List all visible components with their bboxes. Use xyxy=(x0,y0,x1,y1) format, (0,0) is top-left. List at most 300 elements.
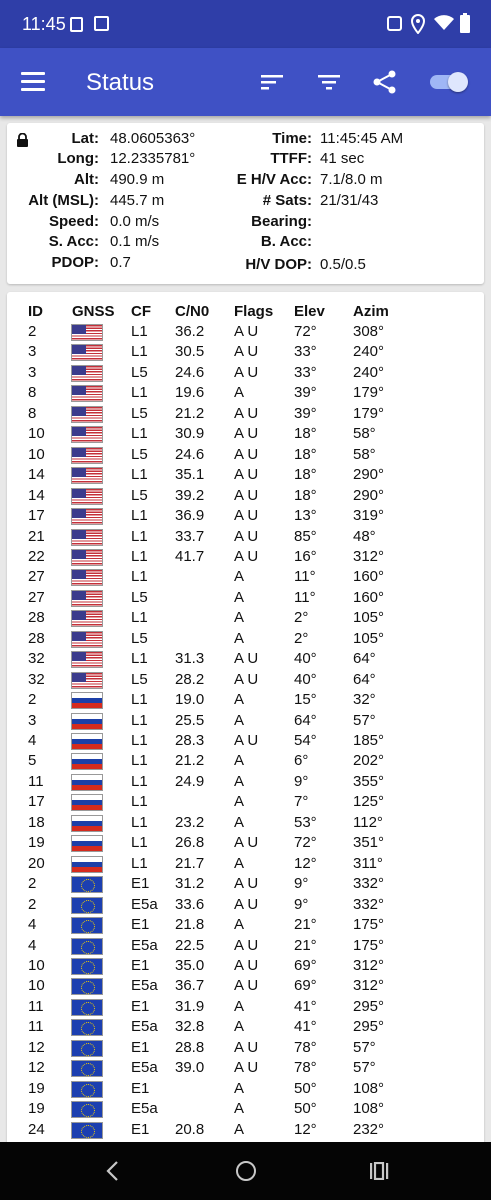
azimuth-value: 240° xyxy=(353,343,385,361)
azimuth-value: 185° xyxy=(353,732,385,749)
flags-value: A U xyxy=(234,507,259,525)
elevation-value: 21° xyxy=(294,916,317,934)
carrier-frequency: L1 xyxy=(131,793,148,811)
carrier-frequency: L5 xyxy=(131,363,148,381)
table-row[interactable] xyxy=(7,1079,484,1099)
azimuth-value: 108° xyxy=(353,1079,385,1097)
field-value: 21/31/43 xyxy=(320,192,379,209)
header-elev: Elev xyxy=(294,303,325,320)
flags-value: A U xyxy=(234,670,259,688)
azimuth-value: 57° xyxy=(353,1038,376,1056)
gnss-flag-ru-icon xyxy=(71,856,103,873)
sat-id: 11 xyxy=(28,1018,44,1036)
gnss-flag-us-icon xyxy=(71,590,103,607)
table-row[interactable] xyxy=(7,670,484,690)
table-row[interactable] xyxy=(7,547,484,567)
gnss-flag-eu-icon xyxy=(71,1081,103,1098)
gnss-flag-ru-icon xyxy=(71,753,103,770)
gnss-flag-us-icon xyxy=(71,672,103,689)
filter-icon[interactable] xyxy=(316,70,342,94)
flags-value: A xyxy=(234,1018,245,1036)
elevation-value: 2° xyxy=(294,629,309,647)
cn0-value: 21.2 xyxy=(175,404,205,422)
carrier-frequency: L1 xyxy=(131,527,148,545)
location-icon xyxy=(411,14,425,34)
azimuth-value: 160° xyxy=(353,568,385,586)
gnss-flag-us-icon xyxy=(71,365,103,382)
carrier-frequency: E5a xyxy=(131,1059,158,1077)
elevation-value: 53° xyxy=(294,813,317,831)
table-row[interactable] xyxy=(7,813,484,833)
field-label: Long: xyxy=(57,150,99,167)
gnss-flag-eu-icon xyxy=(71,938,103,955)
share-icon[interactable] xyxy=(372,70,398,94)
field-label: H/V DOP: xyxy=(245,256,312,273)
gnss-flag-eu-icon xyxy=(71,917,103,934)
sat-id: 28 xyxy=(28,609,45,627)
carrier-frequency: L1 xyxy=(131,568,148,586)
flags-value: A xyxy=(234,916,245,934)
field-value: 12.2335781° xyxy=(110,150,196,167)
elevation-value: 41° xyxy=(294,997,317,1015)
azimuth-value: 58° xyxy=(353,425,376,443)
sat-id: 17 xyxy=(28,507,45,525)
table-row[interactable] xyxy=(7,751,484,771)
cn0-value: 20.8 xyxy=(175,1120,205,1138)
carrier-frequency: L5 xyxy=(131,404,148,422)
azimuth-value: 160° xyxy=(353,588,385,606)
table-row[interactable] xyxy=(7,772,484,792)
table-row[interactable] xyxy=(7,1099,484,1119)
azimuth-value: 312° xyxy=(353,956,385,974)
field-label: # Sats: xyxy=(262,192,312,209)
home-icon[interactable] xyxy=(236,1161,256,1181)
sat-id: 22 xyxy=(28,547,45,565)
elevation-value: 13° xyxy=(294,507,317,525)
toggle-switch[interactable] xyxy=(430,72,468,92)
sat-id: 4 xyxy=(28,732,37,749)
elevation-value: 12° xyxy=(294,854,317,872)
sat-id: 11 xyxy=(28,997,44,1015)
sat-id: 3 xyxy=(28,343,37,361)
elevation-value: 9° xyxy=(294,875,309,893)
elevation-value: 18° xyxy=(294,466,317,484)
elevation-value: 69° xyxy=(294,956,317,974)
table-row[interactable] xyxy=(7,527,484,547)
table-row[interactable] xyxy=(7,506,484,526)
app-toolbar xyxy=(0,48,491,116)
flags-value: A xyxy=(234,813,245,831)
field-value: 7.1/8.0 m xyxy=(320,171,383,188)
carrier-frequency: L1 xyxy=(131,343,148,361)
header-cf: CF xyxy=(131,303,151,320)
carrier-frequency: L5 xyxy=(131,629,148,647)
sat-id: 2 xyxy=(28,895,37,913)
flags-value: A xyxy=(234,1100,245,1118)
carrier-frequency: E5a xyxy=(131,936,158,954)
table-row[interactable] xyxy=(7,424,484,444)
table-row[interactable] xyxy=(7,936,484,956)
flags-value: A U xyxy=(234,834,259,852)
cn0-value: 19.6 xyxy=(175,384,205,402)
cn0-value: 33.6 xyxy=(175,895,205,913)
sat-id: 3 xyxy=(28,711,37,729)
carrier-frequency: E5a xyxy=(131,1100,158,1118)
gnss-flag-us-icon xyxy=(71,529,103,546)
azimuth-value: 290° xyxy=(353,466,385,484)
elevation-value: 39° xyxy=(294,384,317,402)
sat-id: 8 xyxy=(28,404,37,422)
table-row[interactable] xyxy=(7,731,484,751)
field-label: Bearing: xyxy=(251,213,312,230)
field-value: 41 sec xyxy=(320,150,365,167)
sat-id: 19 xyxy=(28,1079,45,1097)
sat-id: 10 xyxy=(28,425,45,443)
table-row[interactable] xyxy=(7,1120,484,1140)
cn0-value: 36.2 xyxy=(175,323,205,340)
cn0-value: 41.7 xyxy=(175,547,205,565)
table-row[interactable] xyxy=(7,895,484,915)
sat-id: 27 xyxy=(28,588,45,606)
gnss-flag-eu-icon xyxy=(71,958,103,975)
elevation-value: 6° xyxy=(294,752,309,770)
field-label: E H/V Acc: xyxy=(236,171,312,188)
gnss-flag-us-icon xyxy=(71,631,103,648)
battery-icon xyxy=(460,13,470,33)
table-row[interactable] xyxy=(7,649,484,669)
carrier-frequency: L1 xyxy=(131,813,148,831)
field-label: Lat: xyxy=(71,130,99,147)
carrier-frequency: E1 xyxy=(131,875,150,893)
elevation-value: 16° xyxy=(294,547,317,565)
field-value: 48.0605363° xyxy=(110,130,196,147)
flags-value: A U xyxy=(234,956,259,974)
gnss-flag-us-icon xyxy=(71,406,103,423)
table-row[interactable] xyxy=(7,486,484,506)
elevation-value: 50° xyxy=(294,1100,317,1118)
cn0-value: 22.5 xyxy=(175,936,205,954)
gnss-flag-eu-icon xyxy=(71,1122,103,1139)
flags-value: A U xyxy=(234,936,259,954)
flags-value: A U xyxy=(234,527,259,545)
table-row[interactable] xyxy=(7,608,484,628)
flags-value: A U xyxy=(234,323,259,340)
sat-id: 32 xyxy=(28,650,45,668)
flags-value: A U xyxy=(234,875,259,893)
table-row[interactable] xyxy=(7,711,484,731)
elevation-value: 40° xyxy=(294,650,317,668)
flags-value: A U xyxy=(234,732,259,749)
sat-id: 18 xyxy=(28,813,45,831)
carrier-frequency: L1 xyxy=(131,854,148,872)
recents-icon[interactable] xyxy=(369,1162,389,1180)
carrier-frequency: L1 xyxy=(131,547,148,565)
cn0-value: 36.9 xyxy=(175,507,205,525)
azimuth-value: 319° xyxy=(353,507,385,525)
sat-id: 17 xyxy=(28,793,45,811)
elevation-value: 21° xyxy=(294,936,317,954)
gnss-flag-ru-icon xyxy=(71,692,103,709)
gnss-flag-ru-icon xyxy=(71,774,103,791)
back-icon[interactable] xyxy=(103,1160,123,1182)
sat-id: 21 xyxy=(28,527,45,545)
gnss-flag-eu-icon xyxy=(71,1060,103,1077)
image-icon xyxy=(94,16,109,31)
flags-value: A U xyxy=(234,466,259,484)
flags-value: A xyxy=(234,588,245,606)
flags-value: A U xyxy=(234,547,259,565)
azimuth-value: 290° xyxy=(353,486,385,504)
gnss-flag-us-icon xyxy=(71,385,103,402)
flags-value: A U xyxy=(234,486,259,504)
table-row[interactable] xyxy=(7,1058,484,1078)
field-label: Alt (MSL): xyxy=(28,192,99,209)
location-card xyxy=(7,123,484,284)
gnss-flag-eu-icon xyxy=(71,978,103,995)
cn0-value: 33.7 xyxy=(175,527,205,545)
gnss-flag-us-icon xyxy=(71,467,103,484)
elevation-value: 33° xyxy=(294,363,317,381)
flags-value: A xyxy=(234,384,245,402)
sat-id: 28 xyxy=(28,629,45,647)
flags-value: A xyxy=(234,1079,245,1097)
flags-value: A U xyxy=(234,895,259,913)
flags-value: A xyxy=(234,691,245,709)
cn0-value: 24.9 xyxy=(175,772,205,790)
carrier-frequency: E1 xyxy=(131,956,150,974)
elevation-value: 9° xyxy=(294,772,309,790)
table-row[interactable] xyxy=(7,629,484,649)
field-value: 11:45:45 AM xyxy=(320,130,404,147)
cn0-value: 35.1 xyxy=(175,466,205,484)
flags-value: A xyxy=(234,711,245,729)
azimuth-value: 179° xyxy=(353,404,385,422)
gnss-flag-eu-icon xyxy=(71,897,103,914)
azimuth-value: 64° xyxy=(353,670,376,688)
table-row[interactable] xyxy=(7,567,484,587)
carrier-frequency: E1 xyxy=(131,997,150,1015)
carrier-frequency: E5a xyxy=(131,1018,158,1036)
azimuth-value: 311° xyxy=(353,854,383,872)
azimuth-value: 351° xyxy=(353,834,385,852)
table-row[interactable] xyxy=(7,976,484,996)
field-label: Alt: xyxy=(74,171,99,188)
sat-id: 10 xyxy=(28,956,45,974)
gnss-flag-eu-icon xyxy=(71,876,103,893)
carrier-frequency: E1 xyxy=(131,1038,150,1056)
elevation-value: 72° xyxy=(294,323,317,340)
flags-value: A U xyxy=(234,1038,259,1056)
gnss-flag-us-icon xyxy=(71,508,103,525)
sat-id: 4 xyxy=(28,936,37,954)
carrier-frequency: L1 xyxy=(131,772,148,790)
gnss-flag-us-icon xyxy=(71,549,103,566)
table-row[interactable] xyxy=(7,322,484,342)
gnss-flag-ru-icon xyxy=(71,835,103,852)
carrier-frequency: L5 xyxy=(131,445,148,463)
flags-value: A U xyxy=(234,445,259,463)
carrier-frequency: E5a xyxy=(131,977,158,995)
field-value: 445.7 m xyxy=(110,192,165,209)
gnss-flag-us-icon xyxy=(71,426,103,443)
elevation-value: 78° xyxy=(294,1038,317,1056)
cn0-value: 21.2 xyxy=(175,752,205,770)
azimuth-value: 312° xyxy=(353,547,385,565)
cn0-value: 32.8 xyxy=(175,1018,205,1036)
clock: 11:45 xyxy=(22,14,66,34)
carrier-frequency: L1 xyxy=(131,507,148,525)
azimuth-value: 332° xyxy=(353,895,385,913)
sat-id: 32 xyxy=(28,670,45,688)
carrier-frequency: E1 xyxy=(131,916,150,934)
sat-id: 2 xyxy=(28,875,37,893)
header-gnss: GNSS xyxy=(72,303,115,320)
cn0-value: 21.8 xyxy=(175,916,205,934)
sat-id: 4 xyxy=(28,916,37,934)
field-label: PDOP: xyxy=(51,254,99,271)
flags-value: A U xyxy=(234,363,259,381)
azimuth-value: 32° xyxy=(353,691,376,709)
table-row[interactable] xyxy=(7,588,484,608)
elevation-value: 12° xyxy=(294,1120,317,1138)
table-row[interactable] xyxy=(7,383,484,403)
gnss-flag-eu-icon xyxy=(71,1019,103,1036)
gnss-flag-ru-icon xyxy=(71,815,103,832)
elevation-value: 18° xyxy=(294,486,317,504)
carrier-frequency: L1 xyxy=(131,691,148,709)
table-row[interactable] xyxy=(7,874,484,894)
gnss-flag-us-icon xyxy=(71,324,103,341)
flags-value: A xyxy=(234,609,245,627)
azimuth-value: 295° xyxy=(353,1018,385,1036)
flags-value: A xyxy=(234,568,245,586)
table-row[interactable] xyxy=(7,833,484,853)
sat-id: 10 xyxy=(28,445,45,463)
azimuth-value: 58° xyxy=(353,445,376,463)
header-cn0: C/N0 xyxy=(175,303,210,320)
carrier-frequency: L1 xyxy=(131,834,148,852)
carrier-frequency: E1 xyxy=(131,1079,150,1097)
azimuth-value: 57° xyxy=(353,1059,376,1077)
table-row[interactable] xyxy=(7,956,484,976)
azimuth-value: 175° xyxy=(353,916,385,934)
azimuth-value: 105° xyxy=(353,629,385,647)
elevation-value: 15° xyxy=(294,691,317,709)
carrier-frequency: L1 xyxy=(131,466,148,484)
elevation-value: 72° xyxy=(294,834,317,852)
carrier-frequency: L1 xyxy=(131,425,148,443)
cn0-value: 39.0 xyxy=(175,1059,205,1077)
satellite-table xyxy=(7,292,484,1152)
cn0-value: 28.8 xyxy=(175,1038,205,1056)
cn0-value: 39.2 xyxy=(175,486,205,504)
gnss-flag-us-icon xyxy=(71,610,103,627)
flags-value: A xyxy=(234,1120,245,1138)
azimuth-value: 125° xyxy=(353,793,385,811)
flags-value: A xyxy=(234,629,245,647)
azimuth-value: 179° xyxy=(353,384,385,402)
table-row[interactable] xyxy=(7,342,484,362)
header-azim: Azim xyxy=(353,303,389,320)
cn0-value: 35.0 xyxy=(175,956,205,974)
nfc-icon xyxy=(387,16,402,31)
sat-id: 5 xyxy=(28,752,37,770)
gnss-flag-us-icon xyxy=(71,344,103,361)
gnss-flag-ru-icon xyxy=(71,713,103,730)
gnss-flag-eu-icon xyxy=(71,999,103,1016)
azimuth-value: 175° xyxy=(353,936,385,954)
field-value: 0.5/0.5 xyxy=(320,256,366,273)
header-id: ID xyxy=(28,303,43,320)
table-row[interactable] xyxy=(7,854,484,874)
table-row[interactable] xyxy=(7,363,484,383)
elevation-value: 78° xyxy=(294,1059,317,1077)
azimuth-value: 240° xyxy=(353,363,385,381)
cn0-value: 31.2 xyxy=(175,875,205,893)
azimuth-value: 48° xyxy=(353,527,376,545)
table-header xyxy=(7,302,484,322)
elevation-value: 64° xyxy=(294,711,317,729)
elevation-value: 9° xyxy=(294,895,309,913)
table-row[interactable] xyxy=(7,465,484,485)
azimuth-value: 332° xyxy=(353,875,385,893)
cn0-value: 28.3 xyxy=(175,732,205,749)
sat-id: 2 xyxy=(28,691,37,709)
carrier-frequency: L1 xyxy=(131,609,148,627)
field-value: 0.1 m/s xyxy=(110,233,160,250)
elevation-value: 85° xyxy=(294,527,317,545)
elevation-value: 33° xyxy=(294,343,317,361)
azimuth-value: 202° xyxy=(353,752,385,770)
carrier-frequency: L5 xyxy=(131,588,148,606)
table-row[interactable] xyxy=(7,915,484,935)
table-row[interactable] xyxy=(7,997,484,1017)
carrier-frequency: L1 xyxy=(131,711,148,729)
table-row[interactable] xyxy=(7,445,484,465)
elevation-value: 11° xyxy=(294,588,316,606)
table-row[interactable] xyxy=(7,690,484,710)
elevation-value: 7° xyxy=(294,793,309,811)
flags-value: A U xyxy=(234,1059,259,1077)
cn0-value: 25.5 xyxy=(175,711,205,729)
table-row[interactable] xyxy=(7,792,484,812)
sort-icon[interactable] xyxy=(259,70,285,94)
azimuth-value: 108° xyxy=(353,1100,385,1118)
flags-value: A U xyxy=(234,977,259,995)
flags-value: A U xyxy=(234,343,259,361)
flags-value: A xyxy=(234,854,245,872)
elevation-value: 41° xyxy=(294,1018,317,1036)
cn0-value: 28.2 xyxy=(175,670,205,688)
table-row[interactable] xyxy=(7,404,484,424)
gnss-flag-ru-icon xyxy=(71,794,103,811)
sat-id: 19 xyxy=(28,1100,45,1118)
page-title: Status xyxy=(86,69,155,96)
table-row[interactable] xyxy=(7,1017,484,1037)
carrier-frequency: L1 xyxy=(131,752,148,770)
azimuth-value: 105° xyxy=(353,609,385,627)
cn0-value: 36.7 xyxy=(175,977,205,995)
field-value: 490.9 m xyxy=(110,171,165,188)
flags-value: A U xyxy=(234,650,259,668)
flags-value: A U xyxy=(234,425,259,443)
menu-icon[interactable] xyxy=(21,72,45,90)
carrier-frequency: L1 xyxy=(131,650,148,668)
azimuth-value: 57° xyxy=(353,711,376,729)
table-row[interactable] xyxy=(7,1038,484,1058)
sat-id: 3 xyxy=(28,363,37,381)
sat-id: 11 xyxy=(28,772,44,790)
